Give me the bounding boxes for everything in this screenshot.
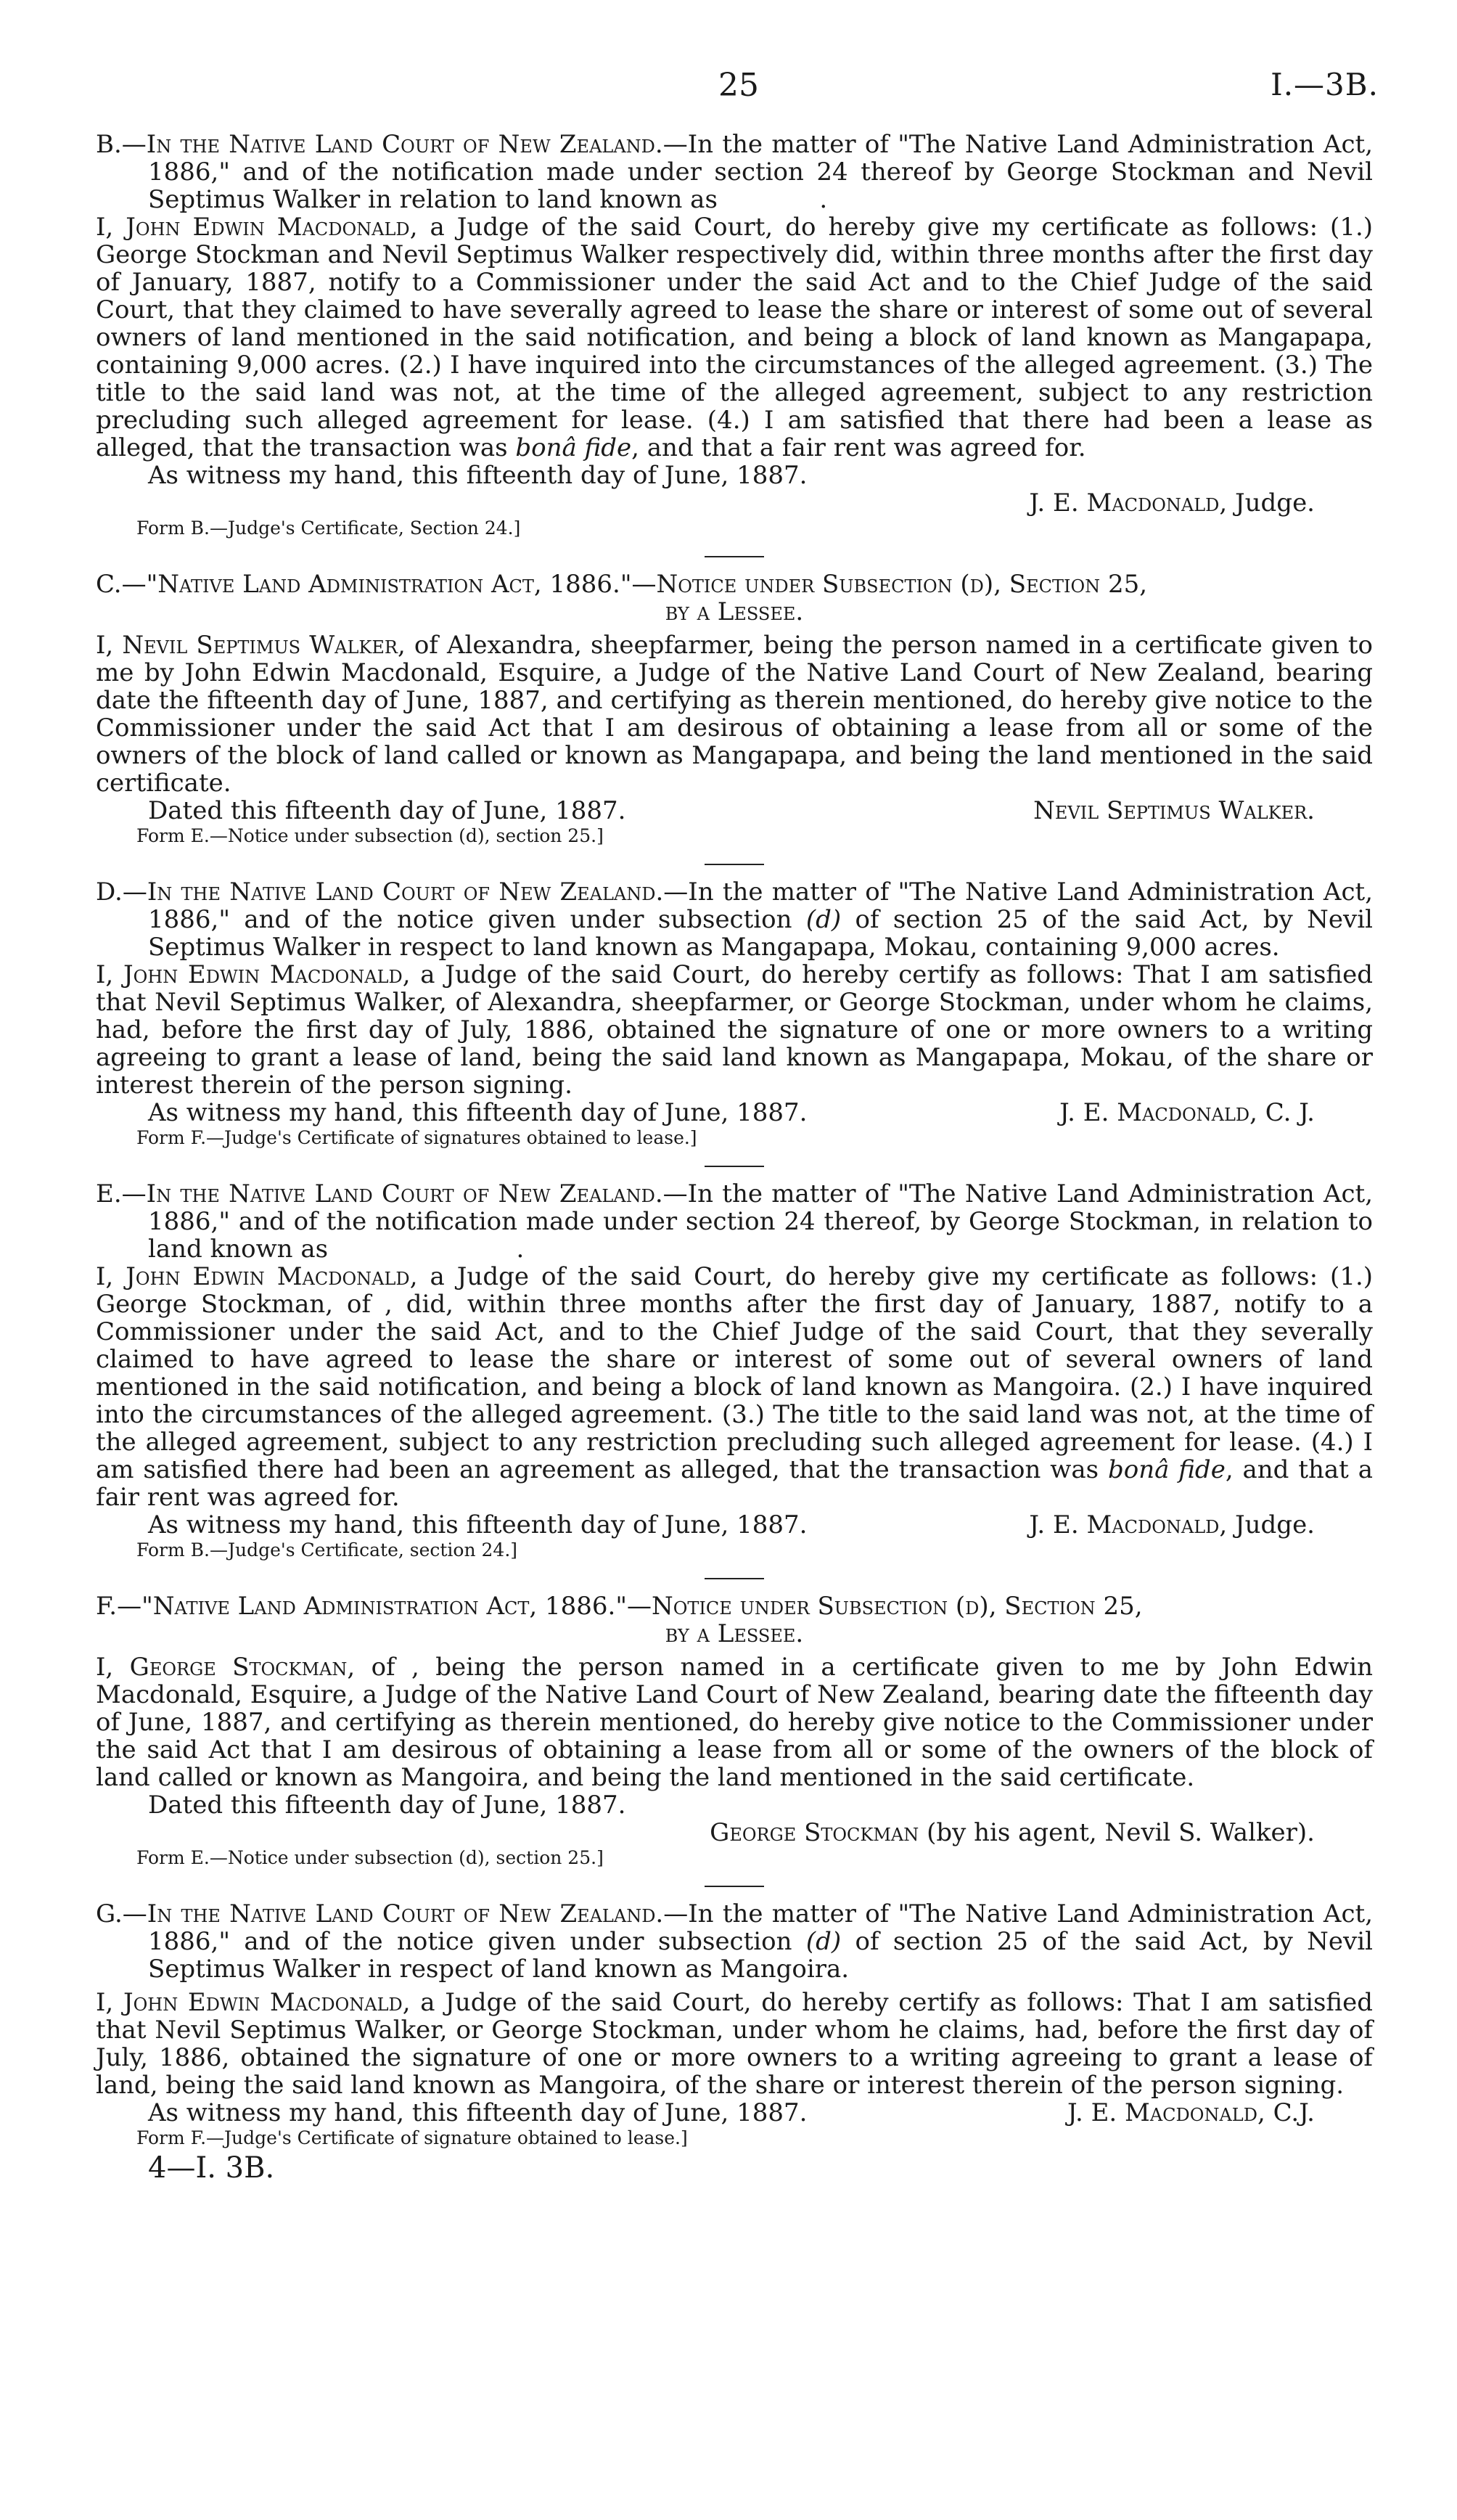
section-g-form-note: Form F.—Judge's Certificate of signature obtained to lease.] bbox=[136, 2127, 688, 2148]
printer-signature-mark: 4—I. 3B. bbox=[148, 2151, 275, 2185]
section-b bbox=[96, 131, 1373, 540]
section-e-body: I, John Edwin Macdonald, a Judge of the said Court, do hereby give my certificate as follows: (1.) George Stockman, of , did, within three months after the first day of January, 1887, notify to a Commissioner under the said Act, and to the Chief Judge of the said Court, that they severally claimed to have agreed to lease the share or interest of some out of several owners of land mentioned in the said notification, and being a block of land known as Mangoira. (2.) I have inquired into the circumstances of the alleged agreement. (3.) The title to the said land was not, at the time of the alleged agreement, subject to any restriction precluding such alleged agreement for lease. (4.) I am satisfied there had been an agreement as alleged, that the transaction was bonâ fide, and that a fair rent was agreed for. bbox=[96, 1262, 1374, 1512]
section-divider bbox=[705, 1886, 764, 1887]
section-divider bbox=[705, 864, 764, 865]
section-d-body: I, John Edwin Macdonald, a Judge of the said Court, do hereby certify as follows: That I am satisfied that Nevil Septimus Walker, of Alexandra, sheepfarmer, or George Stockman, under whom he claims, had, before the first day of July, 1886, obtained the signature of one or more owners to a writing agreeing to grant a lease of land, being the said land known as Mangapapa, Mokau, of the share or interest therein of the person signing. bbox=[96, 960, 1373, 1100]
section-b-form-note: Form B.—Judge's Certificate, Section 24.] bbox=[136, 518, 521, 539]
section-f-signature: George Stockman (by his agent, Nevil S. Walker). bbox=[710, 1818, 1315, 1847]
section-b-heading: B.—In the Native Land Court of New Zealand.—In the matter of "The Native Land Administration Act, 1886," and of the notification made under section 24 thereof by George Stockman and Nevil Septimus Walker in relation to land known as . bbox=[96, 130, 1374, 214]
page-content bbox=[96, 131, 1373, 2185]
section-c-heading-line2: by a Lessee. bbox=[665, 597, 804, 626]
section-e-heading: E.—In the Native Land Court of New Zealand.—In the matter of "The Native Land Administration Act, 1886," and of the notification made under section 24 thereof, by George Stockman, in relation to land known as . bbox=[96, 1179, 1374, 1264]
page-reference: I.—3B. bbox=[1271, 67, 1379, 102]
section-d-signature: J. E. Macdonald, C. J. bbox=[1059, 1098, 1315, 1127]
section-f-form-note: Form E.—Notice under subsection (d), section 25.] bbox=[136, 1847, 604, 1868]
section-c-dated-line: Dated this fifteenth day of June, 1887. Nevil Septimus Walker. bbox=[148, 796, 1315, 825]
page-number: 25 bbox=[718, 67, 759, 104]
section-f bbox=[96, 1592, 1373, 1870]
section-d-form-note: Form F.—Judge's Certificate of signatures obtained to lease.] bbox=[136, 1127, 697, 1148]
section-c-heading: C.—"Native Land Administration Act, 1886."—Notice under Subsection (d), Section 25, bbox=[96, 570, 1148, 599]
section-f-dated: Dated this fifteenth day of June, 1887. bbox=[148, 1791, 626, 1820]
section-b-witness: As witness my hand, this fifteenth day of June, 1887. bbox=[148, 461, 808, 490]
section-divider bbox=[705, 556, 764, 557]
section-d bbox=[96, 878, 1373, 1150]
section-g-heading: G.—In the Native Land Court of New Zealand.—In the matter of "The Native Land Administration Act, 1886," and of the notice given under subsection (d) of section 25 of the said Act, by Nevil Septimus Walker in respect of land known as Mangoira. bbox=[96, 1899, 1374, 1984]
section-f-body: I, George Stockman, of , being the person named in a certificate given to me by John Edwin Macdonald, Esquire, a Judge of the Native Land Court of New Zealand, bearing date the fifteenth day of June, 1887, and certifying as therein mentioned, do hereby give notice to the Commissioner under the said Act that I am desirous of obtaining a lease from all or some of the owners of the block of land called or known as Mangoira, and being the land mentioned in the said certificate. bbox=[96, 1653, 1373, 1792]
section-e-form-note: Form B.—Judge's Certificate, section 24.] bbox=[136, 1539, 518, 1560]
section-c-body: I, Nevil Septimus Walker, of Alexandra, sheepfarmer, being the person named in a certificate given to me by John Edwin Macdonald, Esquire, a Judge of the Native Land Court of New Zealand, bearing date the fifteenth day of June, 1887, and certifying as therein mentioned, do hereby give notice to the Commissioner under the said Act that I am desirous of obtaining a lease from all or some of the owners of the block of land called or known as Mangapapa, and being the land mentioned in the said certificate. bbox=[96, 631, 1374, 798]
section-f-heading: F.—"Native Land Administration Act, 1886."—Notice under Subsection (d), Section 25, bbox=[96, 1592, 1143, 1621]
section-e bbox=[96, 1180, 1373, 1562]
section-divider bbox=[705, 1578, 764, 1579]
section-g bbox=[96, 1900, 1373, 2185]
section-g-signature: J. E. Macdonald, C.J. bbox=[1067, 2098, 1315, 2127]
section-g-witness-line: As witness my hand, this fifteenth day of June, 1887. J. E. Macdonald, C.J. bbox=[148, 2098, 1315, 2127]
section-divider bbox=[705, 1166, 764, 1167]
section-d-heading: D.—In the Native Land Court of New Zealand.—In the matter of "The Native Land Administration Act, 1886," and of the notice given under subsection (d) of section 25 of the said Act, by Nevil Septimus Walker in respect to land known as Mangapapa, Mokau, containing 9,000 acres. bbox=[96, 878, 1373, 962]
section-g-body: I, John Edwin Macdonald, a Judge of the said Court, do hereby certify as follows: That I am satisfied that Nevil Septimus Walker, or George Stockman, under whom he claims, had, before the first day of July, 1886, obtained the signature of one or more owners to a writing agreeing to grant a lease of land, being the said land known as Mangoira, of the share or interest therein of the person signing. bbox=[96, 1988, 1373, 2100]
section-e-witness-line: As witness my hand, this fifteenth day of June, 1887. J. E. Macdonald, Judge. bbox=[148, 1510, 1315, 1539]
section-b-body: I, John Edwin Macdonald, a Judge of the said Court, do hereby give my certificate as follows: (1.) George Stockman and Nevil Septimus Walker respectively did, within three months after the first day of January, 1887, notify to a Commissioner under the said Act and to the Chief Judge of the said Court, that they claimed to have severally agreed to lease the share or interest of some out of several owners of land mentioned in the said notification, and being a block of land known as Mangapapa, containing 9,000 acres. (2.) I have inquired into the circumstances of the alleged agreement. (3.) The title to the said land was not, at the time of the alleged agreement, subject to any restriction precluding such alleged agreement for lease. (4.) I am satisfied that there had been a lease as alleged, that the transaction was bonâ fide, and that a fair rent was agreed for. bbox=[96, 213, 1374, 462]
section-d-witness-line: As witness my hand, this fifteenth day of June, 1887. J. E. Macdonald, C. J. bbox=[148, 1098, 1315, 1127]
section-c-signature: Nevil Septimus Walker. bbox=[1033, 796, 1315, 825]
section-c bbox=[96, 570, 1373, 848]
section-e-signature: J. E. Macdonald, Judge. bbox=[1029, 1510, 1315, 1539]
section-b-signature: J. E. Macdonald, Judge. bbox=[1029, 488, 1315, 518]
section-c-form-note: Form E.—Notice under subsection (d), section 25.] bbox=[136, 825, 604, 846]
section-f-heading-line2: by a Lessee. bbox=[665, 1619, 804, 1648]
